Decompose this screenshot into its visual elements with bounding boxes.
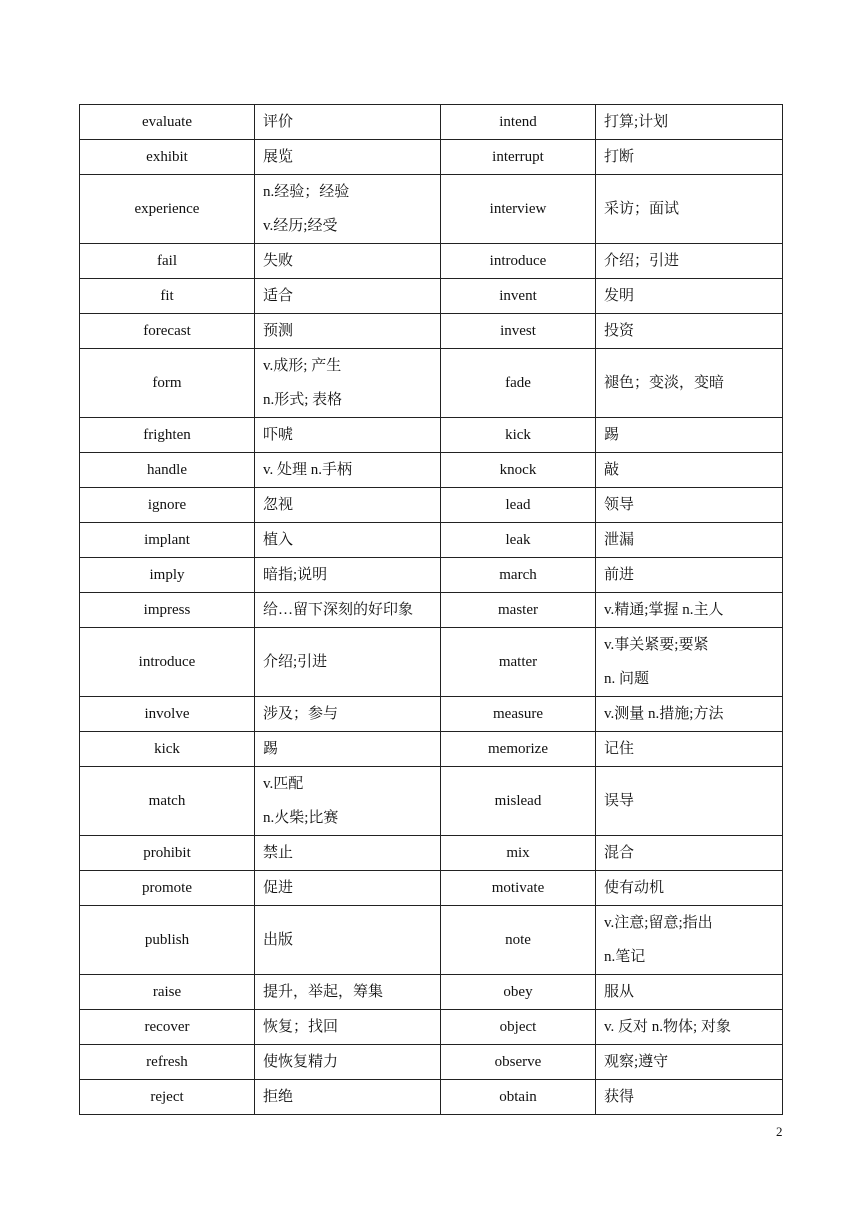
meaning-cell [255,453,441,488]
meaning-line: 拒绝 [263,1089,294,1105]
meaning-line: n.形式; 表格 [263,392,343,408]
meaning-cell [596,105,783,140]
word-cell: object [441,1010,596,1045]
table-row [80,453,783,488]
page-number: 2 [776,1124,783,1139]
meaning-cell [255,697,441,732]
word-cell: kick [80,732,255,767]
word-cell: memorize [441,732,596,767]
meaning-cell [596,175,783,244]
word-cell: forecast [80,314,255,349]
meaning-line: 误导 [604,793,635,809]
meaning-line: 预测 [263,323,294,339]
meaning-cell [596,453,783,488]
meaning-line: 吓唬 [263,427,294,443]
meaning-line: 踢 [263,741,279,757]
meaning-cell [596,593,783,628]
word-cell: frighten [80,418,255,453]
word-cell: publish [80,906,255,975]
meaning-cell [596,244,783,279]
meaning-cell [255,558,441,593]
meaning-line: 恢复；找回 [263,1019,339,1035]
word-cell: introduce [441,244,596,279]
meaning-cell [255,523,441,558]
meaning-line: v.测量 n.措施;方法 [604,706,724,722]
table-row [80,314,783,349]
meaning-line: n.笔记 [604,949,646,965]
meaning-line: 打算;计划 [604,114,669,130]
meaning-cell [255,418,441,453]
meaning-line: 评价 [263,114,294,130]
word-cell: exhibit [80,140,255,175]
word-cell: fit [80,279,255,314]
meaning-cell [255,244,441,279]
meaning-line: 促进 [263,880,294,896]
word-cell: recover [80,1010,255,1045]
word-cell: prohibit [80,836,255,871]
table-row [80,523,783,558]
table-row [80,1080,783,1115]
word-cell: promote [80,871,255,906]
meaning-line: 领导 [604,497,635,513]
word-cell: march [441,558,596,593]
meaning-cell [596,871,783,906]
meaning-line: 发明 [604,288,635,304]
table-row [80,975,783,1010]
meaning-cell [255,975,441,1010]
meaning-line: v. 处理 n.手柄 [263,462,353,478]
meaning-line: 泄漏 [604,532,635,548]
meaning-line: 打断 [604,149,635,165]
meaning-cell [255,105,441,140]
table-row [80,418,783,453]
meaning-cell [596,418,783,453]
meaning-cell [596,767,783,836]
meaning-line: 获得 [604,1089,635,1105]
word-cell: obey [441,975,596,1010]
table-row [80,488,783,523]
table-row [80,628,783,697]
meaning-cell [596,140,783,175]
meaning-line: 给…留下深刻的好印象 [263,602,414,618]
meaning-cell [596,558,783,593]
table-row [80,593,783,628]
meaning-cell [255,593,441,628]
meaning-line: v.成形; 产生 [263,358,342,374]
meaning-cell [255,906,441,975]
word-cell: mislead [441,767,596,836]
meaning-line: 提升，举起，筹集 [263,984,384,1000]
word-cell: lead [441,488,596,523]
word-cell: ignore [80,488,255,523]
table-row [80,732,783,767]
meaning-line: 踢 [604,427,620,443]
meaning-line: n. 问题 [604,671,650,687]
meaning-line: 敲 [604,462,620,478]
word-cell: measure [441,697,596,732]
meaning-line: v.经历;经受 [263,218,338,234]
word-cell: kick [441,418,596,453]
meaning-cell [596,628,783,697]
meaning-line: v.匹配 [263,776,304,792]
word-cell: intend [441,105,596,140]
word-cell: fade [441,349,596,418]
meaning-cell [596,1010,783,1045]
word-cell: invent [441,279,596,314]
table-row [80,175,783,244]
meaning-cell [596,488,783,523]
meaning-line: 禁止 [263,845,294,861]
meaning-cell [596,697,783,732]
meaning-cell [255,488,441,523]
meaning-cell [255,1080,441,1115]
meaning-line: 服从 [604,984,635,1000]
word-cell: motivate [441,871,596,906]
meaning-cell [596,906,783,975]
table-row [80,697,783,732]
meaning-line: 采访；面试 [604,201,680,217]
vocabulary-table [79,104,783,1115]
word-cell: interrupt [441,140,596,175]
word-cell: observe [441,1045,596,1080]
meaning-line: 介绍;引进 [263,654,328,670]
meaning-line: v.精通;掌握 n.主人 [604,602,724,618]
meaning-line: 使有动机 [604,880,665,896]
table-row [80,558,783,593]
word-cell: impress [80,593,255,628]
meaning-line: 前进 [604,567,635,583]
table-row [80,836,783,871]
meaning-cell [255,1010,441,1045]
meaning-line: v. 反对 n.物体; 对象 [604,1019,731,1035]
meaning-line: v.事关紧要;要紧 [604,637,709,653]
word-cell: invest [441,314,596,349]
meaning-cell [255,140,441,175]
meaning-cell [255,175,441,244]
word-cell: imply [80,558,255,593]
meaning-cell [255,628,441,697]
word-cell: implant [80,523,255,558]
table-row [80,349,783,418]
meaning-line: 忽视 [263,497,294,513]
meaning-line: 投资 [604,323,635,339]
word-cell: experience [80,175,255,244]
meaning-line: 褪色；变淡，变暗 [604,375,725,391]
meaning-cell [596,279,783,314]
meaning-line: 混合 [604,845,635,861]
meaning-cell [255,1045,441,1080]
word-cell: knock [441,453,596,488]
word-cell: mix [441,836,596,871]
meaning-line: 暗指;说明 [263,567,328,583]
word-cell: involve [80,697,255,732]
word-cell: matter [441,628,596,697]
word-cell: introduce [80,628,255,697]
word-cell: reject [80,1080,255,1115]
meaning-cell [255,314,441,349]
meaning-cell [255,871,441,906]
table-row [80,871,783,906]
word-cell: handle [80,453,255,488]
meaning-cell [255,767,441,836]
meaning-cell [596,732,783,767]
word-cell: evaluate [80,105,255,140]
word-cell: form [80,349,255,418]
meaning-line: 植入 [263,532,294,548]
table-row [80,906,783,975]
meaning-cell [596,349,783,418]
meaning-cell [596,836,783,871]
meaning-cell [596,1045,783,1080]
meaning-line: 记住 [604,741,635,757]
meaning-line: 出版 [263,932,294,948]
meaning-line: n.经验；经验 [263,184,350,200]
word-cell: raise [80,975,255,1010]
meaning-line: n.火柴;比赛 [263,810,339,826]
word-cell: note [441,906,596,975]
table-row [80,767,783,836]
meaning-cell [596,314,783,349]
meaning-line: 使恢复精力 [263,1054,339,1070]
word-cell: refresh [80,1045,255,1080]
meaning-cell [255,732,441,767]
table-row [80,105,783,140]
meaning-cell [596,1080,783,1115]
meaning-line: v.注意;留意;指出 [604,915,713,931]
meaning-cell [255,836,441,871]
table-row [80,1010,783,1045]
meaning-cell [255,279,441,314]
table-row [80,279,783,314]
table-row [80,140,783,175]
table-row [80,1045,783,1080]
word-cell: interview [441,175,596,244]
word-cell: leak [441,523,596,558]
meaning-cell [596,975,783,1010]
meaning-line: 介绍；引进 [604,253,680,269]
table-row [80,244,783,279]
word-cell: obtain [441,1080,596,1115]
meaning-cell [255,349,441,418]
meaning-line: 失败 [263,253,294,269]
word-cell: match [80,767,255,836]
word-cell: fail [80,244,255,279]
meaning-cell [596,523,783,558]
meaning-line: 展览 [263,149,294,165]
meaning-line: 适合 [263,288,294,304]
word-cell: master [441,593,596,628]
meaning-line: 涉及；参与 [263,706,339,722]
meaning-line: 观察;遵守 [604,1054,669,1070]
